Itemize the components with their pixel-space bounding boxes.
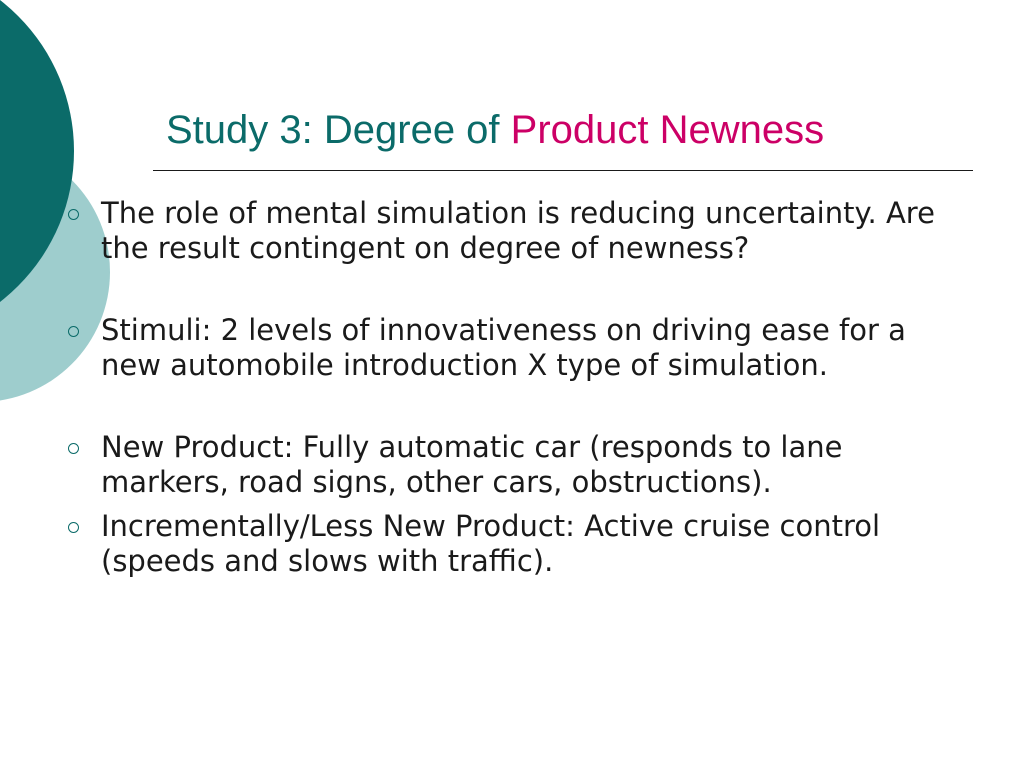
bullet-circle-icon [68,443,79,454]
title-prefix: Study 3: Degree of [166,108,511,152]
slide-title [166,106,824,154]
bullet-text: New Product: Fully automatic car (responds to lane markers, road signs, other cars, obstructions). [101,430,843,499]
bullet-item [68,196,968,265]
bullet-item [68,313,968,382]
bullet-text: Incrementally/Less New Product: Active cruise control (speeds and slows with traffic). [101,509,881,578]
bullet-circle-icon [68,522,79,533]
bullet-list [68,196,968,578]
title-accent: Product Newness [510,108,825,152]
bullet-circle-icon [68,326,79,337]
bullet-text: The role of mental simulation is reducing uncertainty. Are the result contingent on degree of newness? [101,196,935,265]
bullet-item [68,430,968,499]
bullet-circle-icon [68,209,79,220]
title-divider [153,170,973,171]
bullet-text: Stimuli: 2 levels of innovativeness on driving ease for a new automobile introduction X type of simulation. [101,313,906,382]
bullet-item [68,509,968,578]
